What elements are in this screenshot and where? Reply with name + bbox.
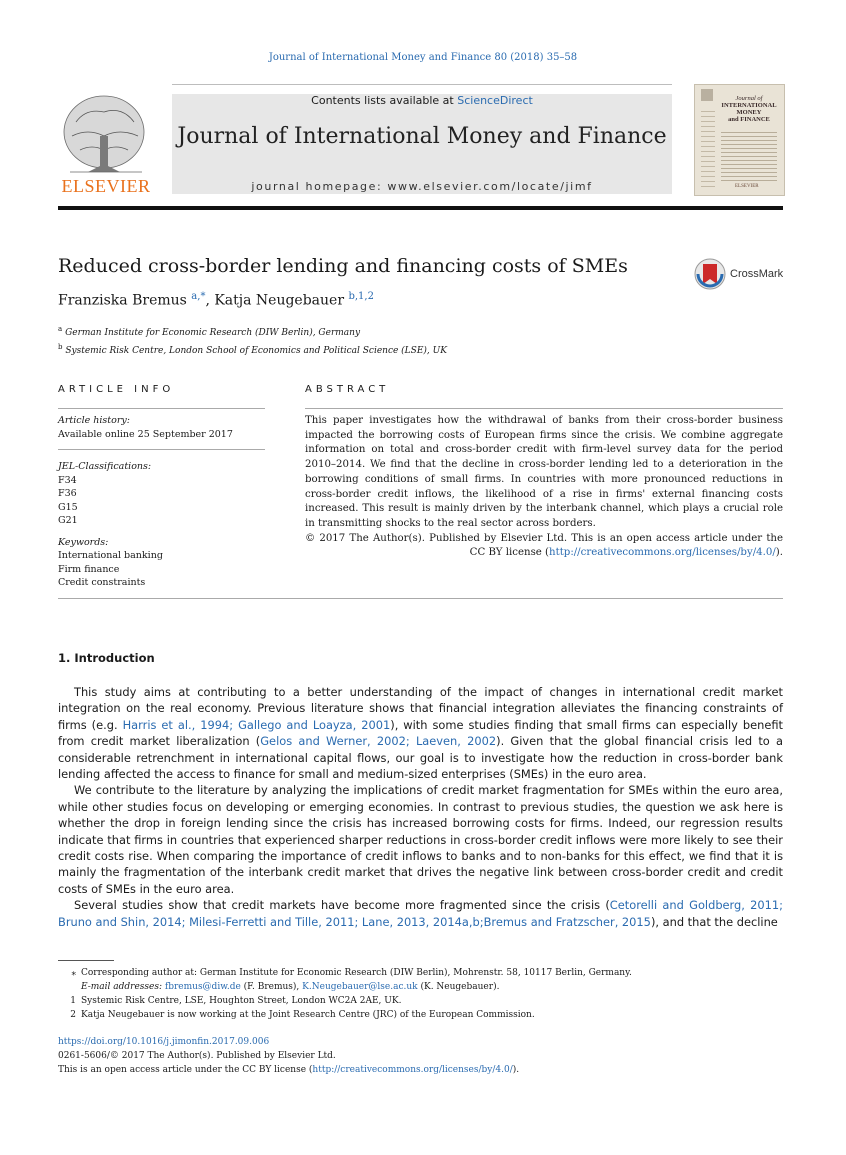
cover-title-line: MONEY	[736, 109, 762, 116]
footnote-text: Katja Neugebauer is now working at the Joint Research Centre (JRC) of the European Commission.	[81, 1010, 535, 1020]
article-info-heading: ARTICLE INFO	[58, 384, 175, 395]
citation-link[interactable]: Cetorelli and Goldberg, 2011; Bruno and Shin, 2014; Milesi-Ferretti and Tille, 2011; Lane, 2013, 2014a,b;Bremus and Fratzscher, 2015	[58, 898, 783, 929]
text-run: ), with some studies finding that small firms can especially benefit from credit market liberalization (	[58, 717, 784, 749]
footnote-mark	[58, 980, 81, 994]
footnote-rule	[58, 960, 114, 961]
footnote-text: Systemic Risk Centre, LSE, Houghton Street, London WC2A 2AE, UK.	[81, 996, 402, 1006]
abstract-heading: ABSTRACT	[305, 384, 390, 395]
abstract-body	[305, 414, 783, 561]
cover-title-line: and FINANCE	[728, 116, 770, 123]
article-history	[58, 414, 265, 441]
jel-code: G15	[58, 501, 78, 513]
jel-code: F36	[58, 488, 77, 499]
section-title: 1. Introduction	[58, 651, 155, 665]
citation-link[interactable]: Harris et al., 1994; Gallego and Loayza, 2001	[122, 717, 391, 732]
cover-contents-lines	[721, 129, 777, 181]
contents-line	[172, 94, 672, 107]
cover-title	[717, 95, 781, 123]
jel-label: JEL-Classifications:	[58, 461, 152, 472]
email-owner: (F. Bremus),	[240, 982, 303, 992]
elsevier-logo[interactable]	[58, 92, 154, 196]
journal-citation[interactable]: Journal of International Money and Finance 80 (2018) 35–58	[268, 52, 578, 63]
abstract-rule	[305, 408, 783, 409]
homepage-link[interactable]: www.elsevier.com/locate/jimf	[387, 180, 593, 193]
author-affiliation-marks[interactable]: a,*	[191, 291, 206, 302]
crossmark-badge[interactable]	[694, 258, 784, 292]
paragraph	[58, 684, 783, 782]
license-link[interactable]: http://creativecommons.org/licenses/by/4.0/	[549, 547, 776, 559]
oa-text: ).	[512, 1065, 520, 1075]
cover-emblem-icon	[701, 89, 713, 101]
author-name: Katja Neugebauer	[214, 292, 345, 309]
article-info-panel	[58, 414, 265, 598]
sciencedirect-link[interactable]: ScienceDirect	[457, 94, 533, 107]
copyright-end: ).	[775, 547, 783, 559]
homepage-label: journal homepage:	[251, 180, 388, 193]
footnotes	[58, 966, 783, 1022]
email-link[interactable]: K.Neugebauer@lse.ac.uk	[302, 982, 418, 992]
cover-sidebar-lines	[701, 107, 715, 187]
history-value: Available online 25 September 2017	[58, 428, 233, 440]
header-divider	[172, 84, 672, 85]
keyword: International banking	[58, 550, 163, 561]
email-link[interactable]: fbremus@diw.de	[164, 982, 241, 992]
footnote-mark: 1	[70, 996, 76, 1006]
paragraph: We contribute to the literature by analyzing the implications of credit market fragmentation for SMEs within the euro area, while other studies focus on developing or emerging economies. In contrast to previous studies, the question we ask here is whether the drop in foreign lending since the crisis has increased borrowing costs for firms. Indeed, our regression results indicate that firms in countries that experienced sharper reductions in cross-border credit inflows were more likely to see their credit costs rise. When comparing the importance of credit inflows to banks and to non-banks for this effect, we find that it is mainly the fragmentation of the interbank credit market that drives the negative link between cross-border credit and credit costs of SMEs in the euro area.	[58, 783, 783, 896]
footnote-mark: 2	[70, 1010, 76, 1020]
affiliation-text: Systemic Risk Centre, London School of Economics and Political Science (LSE), UK	[65, 346, 447, 356]
elsevier-wordmark: ELSEVIER	[61, 176, 151, 196]
email-line	[81, 980, 499, 994]
keyword: Firm finance	[58, 563, 120, 575]
paper-title: Reduced cross-border lending and financing costs of SMEs	[58, 255, 628, 277]
text-run: ). Given that the global financial crisis led to a considerable retrenchment in international capital flows, our goal is to investigate how the reduction in cross-border bank lending affected the access to finance for small and medium-sized enterprises (SMEs) in the euro area.	[58, 734, 783, 782]
citation-link[interactable]: Gelos and Werner, 2002; Laeven, 2002	[260, 734, 497, 749]
affiliation-mark: b	[58, 343, 63, 351]
license-link[interactable]: http://creativecommons.org/licenses/by/4.0/	[312, 1065, 513, 1075]
author-list: Franziska Bremus $^{a,*}$, Katja Neugebauer $^{b,1,2}$	[58, 291, 374, 309]
author-affiliation-marks[interactable]: b,1,2	[348, 291, 374, 302]
info-divider	[58, 449, 265, 450]
footnote-item	[58, 980, 783, 994]
email-label: E-mail addresses:	[81, 982, 165, 992]
page-footer	[58, 1035, 519, 1077]
open-access-line	[58, 1063, 519, 1077]
journal-cover-thumbnail[interactable]	[694, 84, 785, 196]
crossmark-icon	[694, 258, 726, 290]
cover-title-line: Journal of	[735, 95, 763, 102]
keywords	[58, 536, 265, 590]
author-name: Franziska Bremus	[58, 292, 187, 309]
contents-prefix: Contents lists available at	[311, 94, 458, 107]
jel-code: G21	[58, 515, 78, 526]
text-run: ), and that the decline	[650, 914, 778, 929]
footnote-item	[58, 994, 783, 1008]
abstract-copyright	[305, 532, 783, 561]
affiliation-item	[58, 322, 447, 340]
keywords-label: Keywords:	[58, 536, 109, 548]
affiliations	[58, 322, 447, 358]
issn-line: 0261-5606/© 2017 The Author(s). Published by Elsevier Ltd.	[58, 1051, 336, 1061]
oa-text: This is an open access article under the CC BY license (	[58, 1065, 313, 1075]
copyright-text: © 2017 The Author(s). Published by Elsevier Ltd. This is an open access article under the CC BY license (	[305, 532, 783, 559]
email-owner: (K. Neugebauer).	[417, 982, 500, 992]
journal-homepage	[172, 180, 672, 193]
doi-link[interactable]: https://doi.org/10.1016/j.jimonfin.2017.09.006	[58, 1037, 270, 1047]
text-run: Several studies show that credit markets have become more fragmented since the crisis (	[74, 898, 610, 913]
paragraph	[58, 897, 783, 930]
journal-title: Journal of International Money and Finance	[177, 124, 667, 149]
cover-title-line: INTERNATIONAL	[721, 102, 777, 109]
history-label: Article history:	[58, 415, 130, 426]
introduction-body	[58, 684, 783, 930]
affiliation-mark: a	[58, 325, 63, 333]
jel-code: F34	[58, 474, 77, 486]
footnote-text: Corresponding author at: German Institute for Economic Research (DIW Berlin), Mohrenstr. 58, 10117 Berlin, Germany.	[81, 968, 632, 978]
cover-publisher: ELSEVIER	[735, 184, 759, 189]
jel-classifications	[58, 460, 265, 528]
text-run: This study aims at contributing to a better understanding of the impact of changes in international credit market integration on the real economy. Previous literature shows that financial integration alleviates the financing constraints of firms (e.g.	[58, 685, 783, 732]
abstract-text: This paper investigates how the withdrawal of banks from their cross-border business impacted the borrowing costs of European firms since the crisis. We combine aggregate information on total and cross-border credit with firm-level survey data for the period 2010–2014. We find that the decline in cross-border lending led to a deterioration in the borrowing conditions of small firms. In countries with more pronounced reductions in cross-border credit inflows, the likelihood of a rise in firms' external financing costs increased. This result is mainly driven by the interbank channel, which plays a crucial role in transmitting shocks to the real sector across borders.	[305, 415, 783, 529]
article-info-rule	[58, 408, 265, 409]
keyword: Credit constraints	[58, 577, 146, 588]
abstract-bottom-rule	[58, 598, 783, 599]
footnote-item	[58, 966, 783, 980]
footnote-item	[58, 1008, 783, 1022]
crossmark-label: CrossMark	[730, 268, 784, 280]
masthead-thick-rule	[58, 206, 783, 210]
footnote-mark: ⁎	[71, 968, 76, 978]
affiliation-item	[58, 340, 447, 358]
affiliation-text: German Institute for Economic Research (DIW Berlin), Germany	[65, 328, 361, 338]
